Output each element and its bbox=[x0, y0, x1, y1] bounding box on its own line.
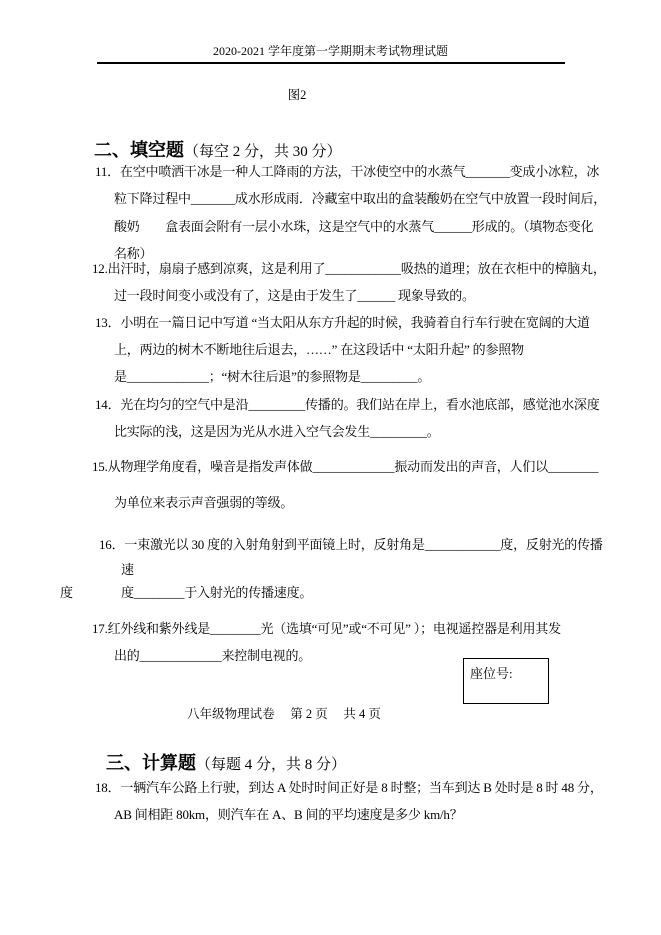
question-16-line-3-margin-char: 度 bbox=[60, 585, 73, 600]
question-12-line-1: 12.出汗时，扇扇子感到凉爽，这是利用了____________吸热的道理；放在衣柜中的樟脑丸， bbox=[92, 261, 606, 276]
section-fill-blank-title: 二、填空题 bbox=[94, 140, 184, 160]
header-rule bbox=[97, 62, 565, 64]
question-11-line-2: 粒下降过程中_______成水形成雨．冷藏室中取出的盒装酸奶在空气中放置一段时间后， bbox=[114, 191, 607, 206]
page-footer: 八年级物理试卷 第 2 页 共 4 页 bbox=[187, 707, 381, 721]
question-18-line-2: AB 间相距 80km，则汽车在 A、B 间的平均速度是多少 km/h？ bbox=[114, 807, 463, 822]
question-11-line-1: 11．在空中喷洒干冰是一种人工降雨的方法，干冰使空中的水蒸气_______变成小冰粒，冰 bbox=[95, 164, 600, 179]
section-fill-blank-meta: （每空 2 分，共 30 分） bbox=[184, 144, 342, 160]
question-13-line-1: 13．小明在一篇日记中写道 “当太阳从东方升起的时候，我骑着自行车行驶在宽阔的大道 bbox=[95, 315, 590, 330]
question-14-line-2: 比实际的浅，这是因为光从水进入空气会发生_________。 bbox=[114, 424, 440, 439]
section-calculation-title: 三、计算题 bbox=[106, 753, 196, 773]
question-14-line-1: 14．光在均匀的空气中是沿_________传播的。我们站在岸上，看水池底部，感觉池水深度 bbox=[95, 397, 600, 412]
question-13-line-2: 上，两边的树木不断地往后退去，……” 在这段话中 “太阳升起” 的参照物 bbox=[114, 342, 524, 357]
page-header-title: 2020-2021 学年度第一学期期末考试物理试题 bbox=[213, 44, 448, 58]
seat-number-box bbox=[463, 658, 549, 704]
question-18-line-1: 18．一辆汽车公路上行驶，到达 A 处时时间正好是 8 时整；当车到达 B 处时是 8 时 48 分， bbox=[95, 780, 603, 795]
question-16-line-2: 速 bbox=[121, 562, 134, 577]
figure-2-caption: 图2 bbox=[287, 88, 307, 102]
question-16-line-3: 度________于入射光的传播速度。 bbox=[121, 585, 313, 600]
question-12-line-2: 过一段时间变小或没有了，这是由于发生了______ 现象导致的。 bbox=[114, 288, 475, 303]
question-15-line-1: 15.从物理学角度看，噪音是指发声体做_____________振动而发出的声音，人们以________ bbox=[92, 459, 599, 474]
question-16-line-1: 16．一束激光以 30 度的入射角射到平面镜上时，反射角是____________度，反射光的传播 bbox=[99, 537, 603, 552]
question-17-line-1: 17.红外线和紫外线是________光（选填“可见”或“不可见” ）；电视遥控器是利用其发 bbox=[92, 621, 561, 636]
question-17-line-2: 出的_____________来控制电视的。 bbox=[114, 648, 312, 663]
seat-number-label: 座位号: bbox=[470, 666, 513, 681]
section-calculation-meta: （每题 4 分，共 8 分） bbox=[196, 757, 347, 773]
question-15-line-2: 为单位来表示声音强弱的等级。 bbox=[114, 495, 294, 510]
question-13-line-3: 是_____________；“树木往后退”的参照物是_________。 bbox=[114, 369, 431, 384]
question-11-line-3: 酸奶 盒表面会附有一层小水珠，这是空气中的水蒸气______形成的。（填物态变化 bbox=[114, 219, 594, 234]
question-11-line-4: 名称） bbox=[114, 246, 153, 261]
